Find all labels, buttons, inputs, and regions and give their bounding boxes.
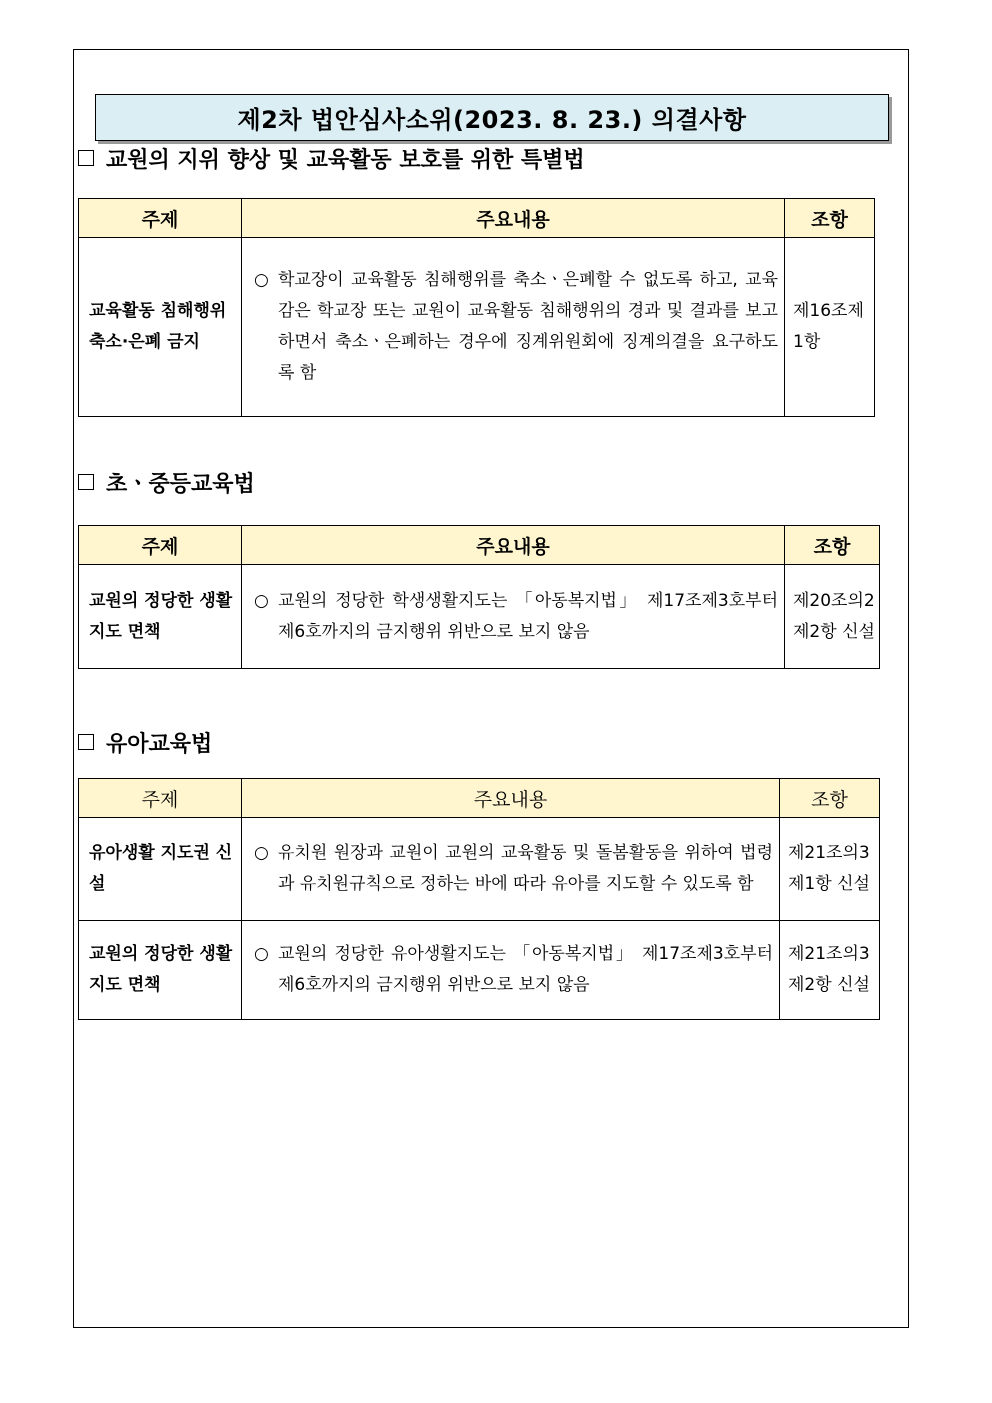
topic-cell bbox=[79, 818, 242, 921]
circle-bullet-icon: ○ bbox=[254, 590, 269, 611]
article-text: 제21조의3제1항 신설 bbox=[788, 843, 870, 894]
table-header-row bbox=[79, 779, 880, 818]
content-text: 유치원 원장과 교원이 교원의 교육활동 및 돌봄활동을 위하여 법령과 유치원규칙으로 정하는 바에 따라 유아를 지도할 수 있도록 함 bbox=[278, 843, 773, 894]
column-header-topic: 주제 bbox=[79, 199, 242, 238]
content-cell bbox=[242, 238, 785, 417]
column-header-topic: 주제 bbox=[79, 526, 242, 565]
table-row bbox=[79, 565, 880, 669]
topic-cell bbox=[79, 238, 242, 417]
article-cell bbox=[780, 921, 880, 1020]
table-elementary-secondary-act bbox=[78, 525, 880, 669]
content-text: 교원의 정당한 학생생활지도는 「아동복지법」 제17조제3호부터 제6호까지의 금지행위 위반으로 보지 않음 bbox=[278, 590, 778, 642]
topic-text: 유아생활 지도권 신설 bbox=[89, 843, 233, 894]
circle-bullet-icon: ○ bbox=[254, 944, 269, 964]
circle-bullet-icon: ○ bbox=[254, 843, 269, 863]
column-header-article: 조항 bbox=[785, 199, 875, 238]
content-cell bbox=[242, 565, 785, 669]
checkbox-square-icon bbox=[78, 150, 94, 166]
article-cell bbox=[780, 818, 880, 921]
topic-text: 교육활동 침해행위 축소·은폐 금지 bbox=[89, 301, 227, 352]
column-header-content: 주요내용 bbox=[242, 526, 785, 565]
content-text: 학교장이 교육활동 침해행위를 축소ㆍ은폐할 수 없도록 하고, 교육감은 학교장 또는 교원이 교육활동 침해행위의 경과 및 결과를 보고하면서 축소ㆍ은폐하는 경우에 징계위원회에 징계의결을 요구하도록 함 bbox=[278, 270, 778, 383]
table-teacher-status-act bbox=[78, 198, 875, 417]
section-heading-teacher-status-act bbox=[78, 143, 585, 173]
section-heading-early-childhood-act bbox=[78, 727, 212, 757]
document-title bbox=[95, 94, 889, 141]
section-heading-text: 교원의 지위 향상 및 교육활동 보호를 위한 특별법 bbox=[106, 147, 585, 173]
table-header-row bbox=[79, 526, 880, 565]
column-header-topic: 주제 bbox=[79, 779, 242, 818]
article-cell bbox=[785, 565, 880, 669]
section-heading-text: 유아교육법 bbox=[106, 731, 213, 757]
column-header-content: 주요내용 bbox=[242, 779, 780, 818]
content-text: 교원의 정당한 유아생활지도는 「아동복지법」 제17조제3호부터 제6호까지의 금지행위 위반으로 보지 않음 bbox=[278, 944, 773, 995]
topic-cell bbox=[79, 565, 242, 669]
section-heading-elementary-secondary-act bbox=[78, 467, 255, 497]
article-text: 제21조의3제2항 신설 bbox=[788, 944, 870, 995]
checkbox-square-icon bbox=[78, 474, 94, 490]
document-title-text: 제2차 법안심사소위(2023. 8. 23.) 의결사항 bbox=[237, 106, 747, 134]
table-header-row bbox=[79, 199, 875, 238]
column-header-article: 조항 bbox=[780, 779, 880, 818]
topic-text: 교원의 정당한 생활지도 면책 bbox=[89, 944, 233, 995]
topic-text: 교원의 정당한 생활지도 면책 bbox=[89, 590, 233, 642]
article-text: 제20조의2제2항 신설 bbox=[793, 590, 875, 642]
content-cell bbox=[242, 818, 780, 921]
content-cell bbox=[242, 921, 780, 1020]
article-cell bbox=[785, 238, 875, 417]
table-row bbox=[79, 238, 875, 417]
table-row bbox=[79, 818, 880, 921]
table-row bbox=[79, 921, 880, 1020]
topic-cell bbox=[79, 921, 242, 1020]
circle-bullet-icon: ○ bbox=[254, 270, 269, 290]
column-header-article: 조항 bbox=[785, 526, 880, 565]
table-early-childhood-act bbox=[78, 778, 880, 1020]
section-heading-text: 초ㆍ중등교육법 bbox=[106, 471, 255, 497]
article-text: 제16조제1항 bbox=[793, 301, 864, 352]
column-header-content: 주요내용 bbox=[242, 199, 785, 238]
checkbox-square-icon bbox=[78, 734, 94, 750]
